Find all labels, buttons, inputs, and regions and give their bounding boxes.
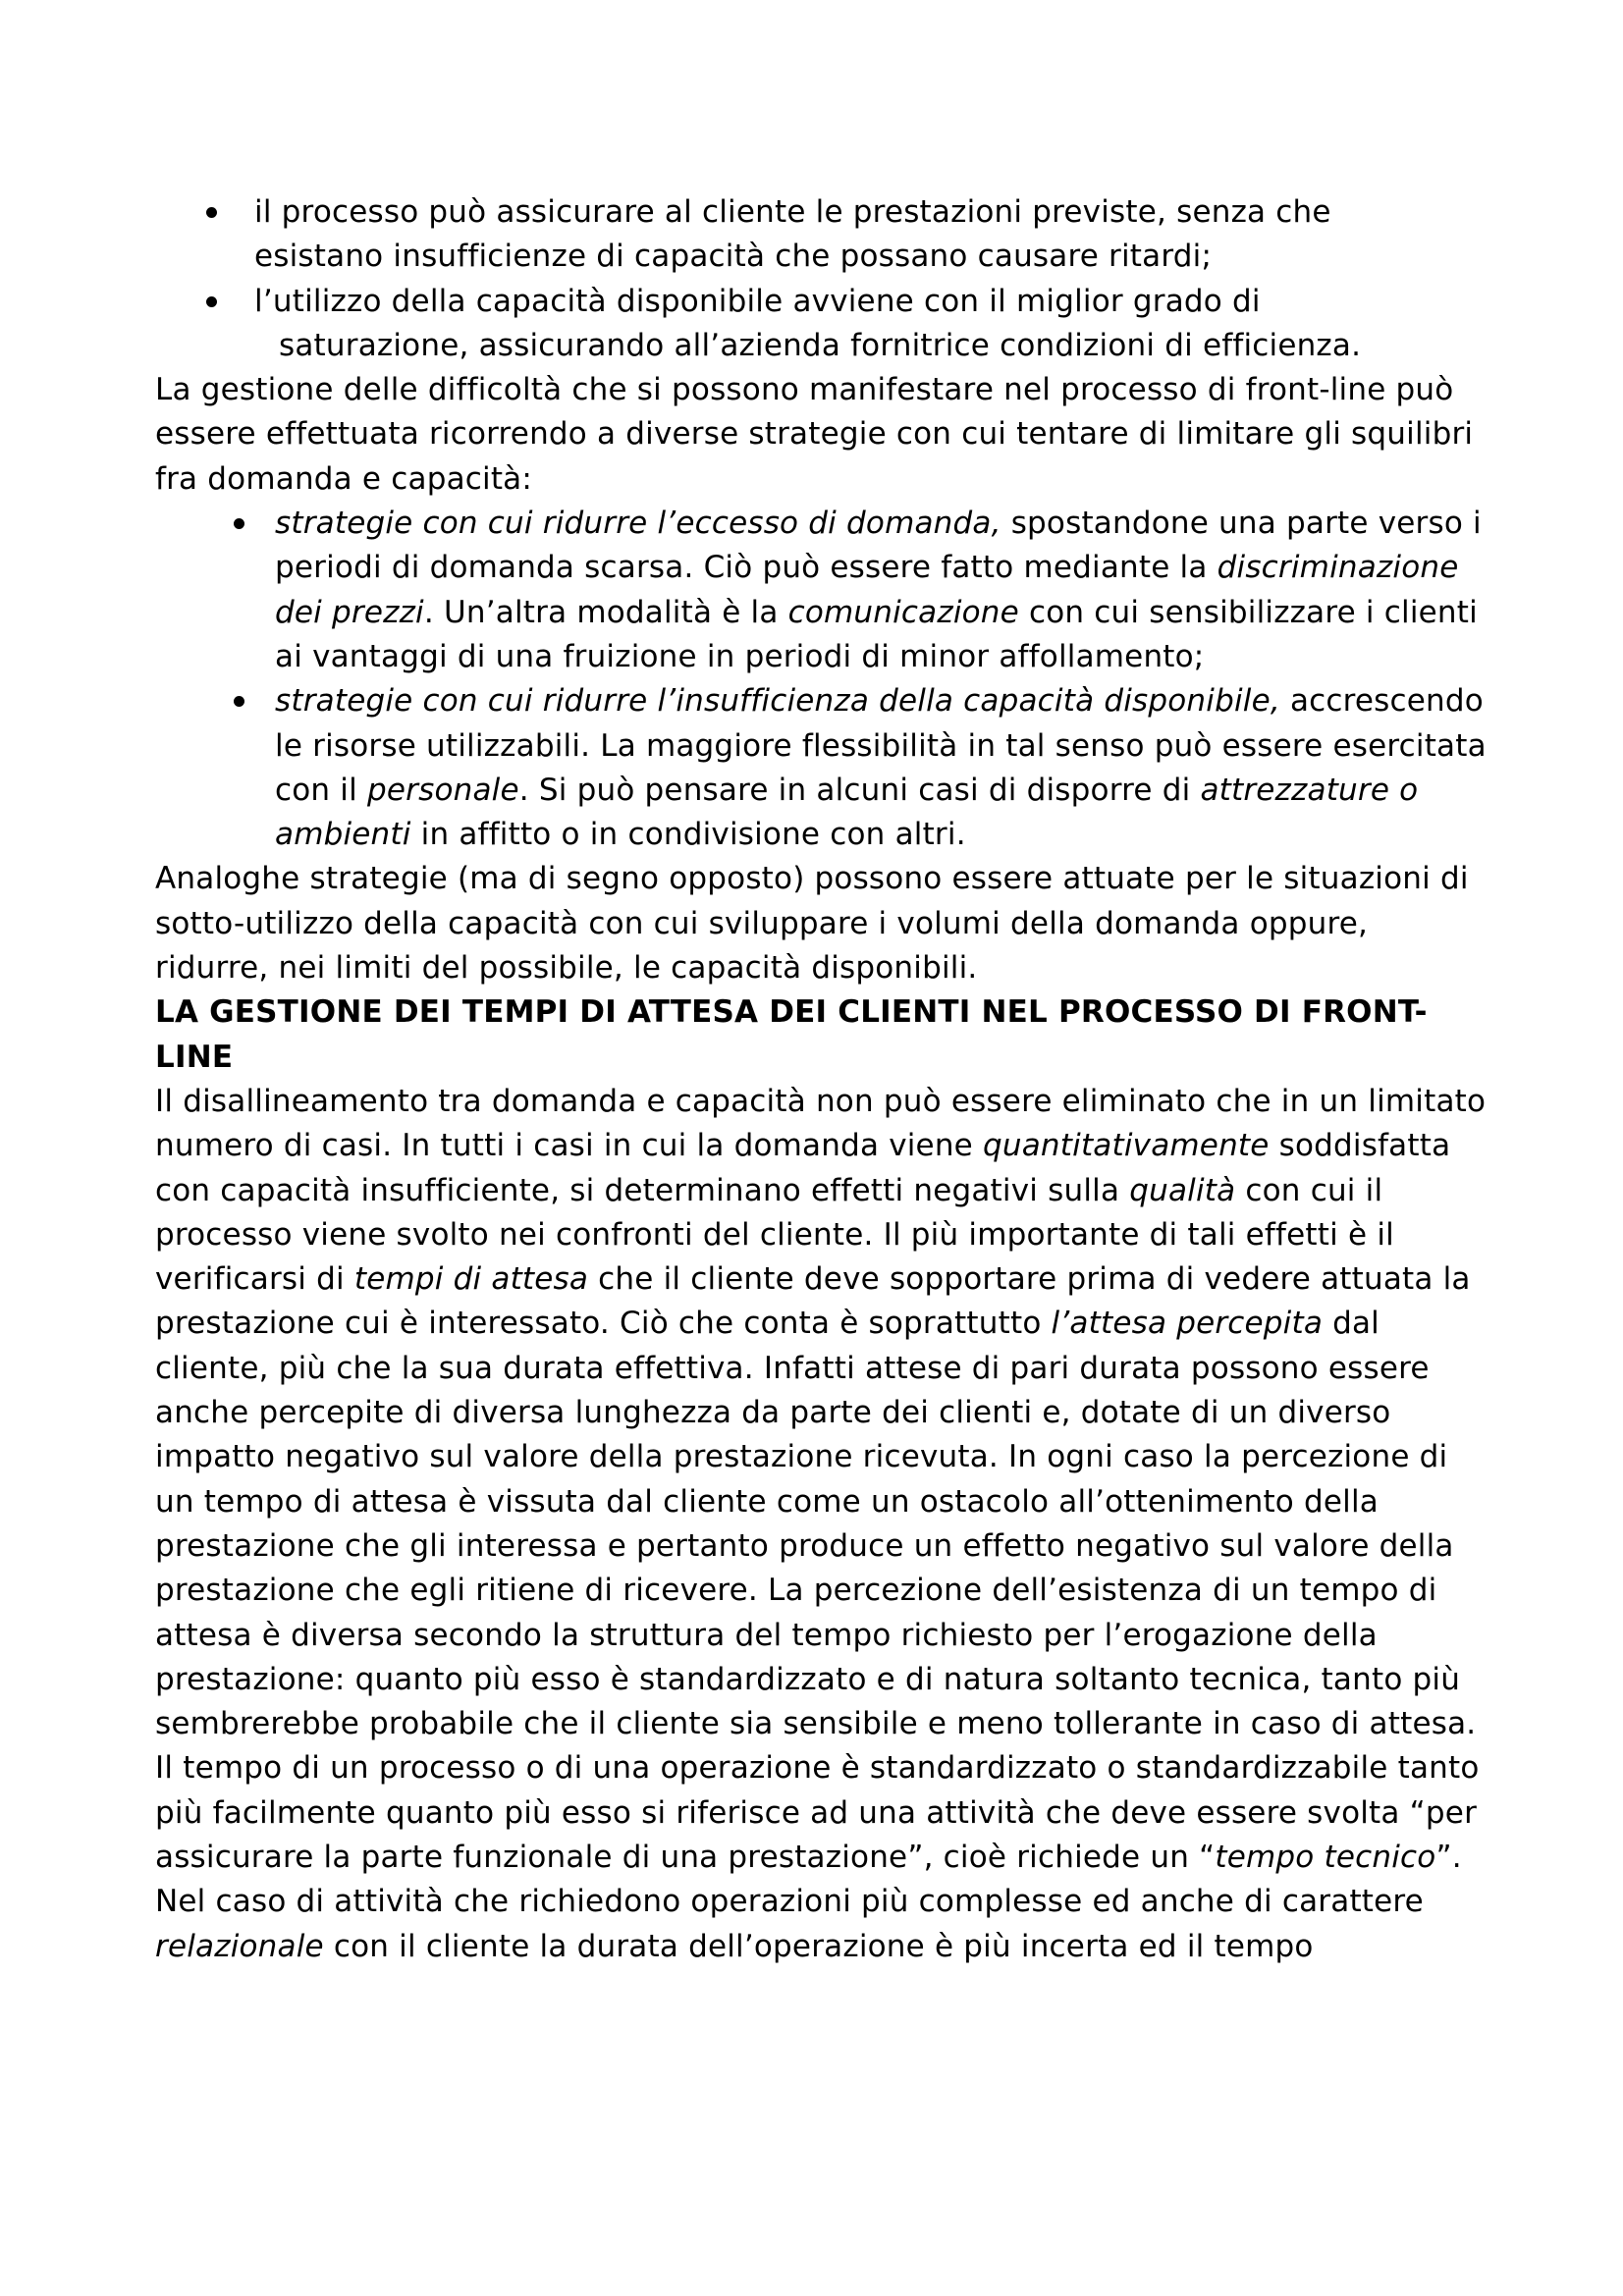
italic-text: personale	[367, 772, 519, 808]
bullet-icon	[206, 296, 217, 307]
paragraph-analogous-strategies: Analoghe strategie (ma di segno opposto) possono essere attuate per le situazioni di sotto-utilizzo della capacità con cui sviluppare i volumi della domanda oppure, ridurre, nei limiti del possibile, le capacità disponibili.	[155, 861, 1469, 987]
italic-text: l’attesa percepita	[1051, 1306, 1324, 1342]
list-item-line: esistano insufficienze di capacità che possano causare ritardi;	[254, 239, 1213, 275]
italic-text: relazionale	[155, 1928, 324, 1964]
italic-text: attrezzature o ambienti	[275, 772, 1419, 853]
italic-text: qualità	[1129, 1172, 1236, 1208]
list-item	[155, 679, 1490, 857]
body-text: con cui il processo viene svolto nei confronti del cliente. Il più importante di tali effetti è il verificarsi di	[155, 1172, 1394, 1298]
body-text: soddisfatta con capacità insufficiente, si determinano effetti negativi sulla	[155, 1128, 1451, 1208]
bullet-icon	[234, 696, 244, 707]
strategies-list	[155, 502, 1490, 857]
body-text: spostandone una parte verso i periodi di domanda scarsa. Ciò può essere fatto mediante la	[275, 506, 1482, 586]
body-text: accrescendo le risorse utilizzabili. La maggiore flessibilità in tal senso può essere esercitata con il	[275, 683, 1487, 808]
list-item	[155, 280, 1490, 369]
body-text: . Un’altra modalità è la	[423, 594, 788, 630]
body-text: in affitto o in condivisione con altri.	[410, 817, 966, 853]
list-item-line: il processo può assicurare al cliente le prestazioni previste, senza che	[254, 194, 1331, 230]
paragraph-strategies-intro: La gestione delle difficoltà che si possono manifestare nel processo di front-line può essere effettuata ricorrendo a diverse strategie con cui tentare di limitare gli squilibri fra domanda e capacità:	[155, 372, 1474, 497]
italic-text: quantitativamente	[983, 1128, 1270, 1164]
list-item	[155, 502, 1490, 679]
page-content	[155, 190, 1490, 1969]
body-text: con cui sensibilizzare i clienti ai vantaggi di una fruizione in periodi di minor affollamento;	[275, 594, 1478, 674]
italic-text: strategie con cui ridurre l’insufficienza della capacità disponibile,	[275, 683, 1280, 720]
top-bullet-list	[155, 190, 1490, 368]
italic-text: strategie con cui ridurre l’eccesso di domanda,	[275, 506, 1001, 542]
body-text: Il disallineamento tra domanda e capacità non può essere eliminato che in un limitato numero di casi. In tutti i casi in cui la domanda viene	[155, 1083, 1487, 1164]
list-item	[155, 190, 1490, 280]
italic-text: tempi di attesa	[353, 1261, 589, 1298]
body-text: che il cliente deve sopportare prima di vedere attuata la prestazione cui è interessato. Ciò che conta è soprattutto	[155, 1261, 1471, 1342]
italic-text: discriminazione dei prezzi	[275, 550, 1459, 630]
section-heading: LA GESTIONE DEI TEMPI DI ATTESA DEI CLIENTI NEL PROCESSO DI FRONT-LINE	[155, 994, 1428, 1075]
body-text: dal cliente, più che la sua durata effettiva. Infatti attese di pari durata possono essere anche percepite di diversa lunghezza da parte dei clienti e, dotate di un diverso impatto negativo sul valore della prestazione ricevuta. In ogni caso la percezione di un tempo di attesa è vissuta dal cliente come un ostacolo all’ottenimento della prestazione che gli interessa e pertanto produce un effetto negativo sul valore della prestazione che egli ritiene di ricevere. La percezione dell’esistenza di un tempo di attesa è diversa secondo la struttura del tempo richiesto per l’erogazione della prestazione: quanto più esso è standardizzato e di natura soltanto tecnica, tanto più sembrerebbe probabile che il cliente sia sensibile e meno tollerante in caso di attesa. Il tempo di un processo o di una operazione è standardizzato o standardizzabile tanto più facilmente quanto più esso si riferisce ad una attività che deve essere svolta “per assicurare la parte funzionale di una prestazione”, cioè richiede un “	[155, 1306, 1480, 1875]
list-item-line: saturazione, assicurando all’azienda fornitrice condizioni di efficienza.	[279, 327, 1362, 363]
bullet-icon	[234, 518, 244, 529]
body-text: con il cliente la durata dell’operazione è più incerta ed il tempo	[323, 1928, 1314, 1964]
italic-text: comunicazione	[787, 594, 1019, 630]
body-text: ”. Nel caso di attività che richiedono operazioni più complesse ed anche di carattere	[155, 1839, 1462, 1920]
list-item-line: l’utilizzo della capacità disponibile avviene con il miglior grado di	[254, 283, 1261, 319]
bullet-icon	[206, 207, 217, 218]
italic-text: tempo tecnico	[1215, 1839, 1436, 1875]
paragraph-waiting-times	[155, 1080, 1490, 1969]
body-text: . Si può pensare in alcuni casi di disporre di	[518, 772, 1201, 808]
